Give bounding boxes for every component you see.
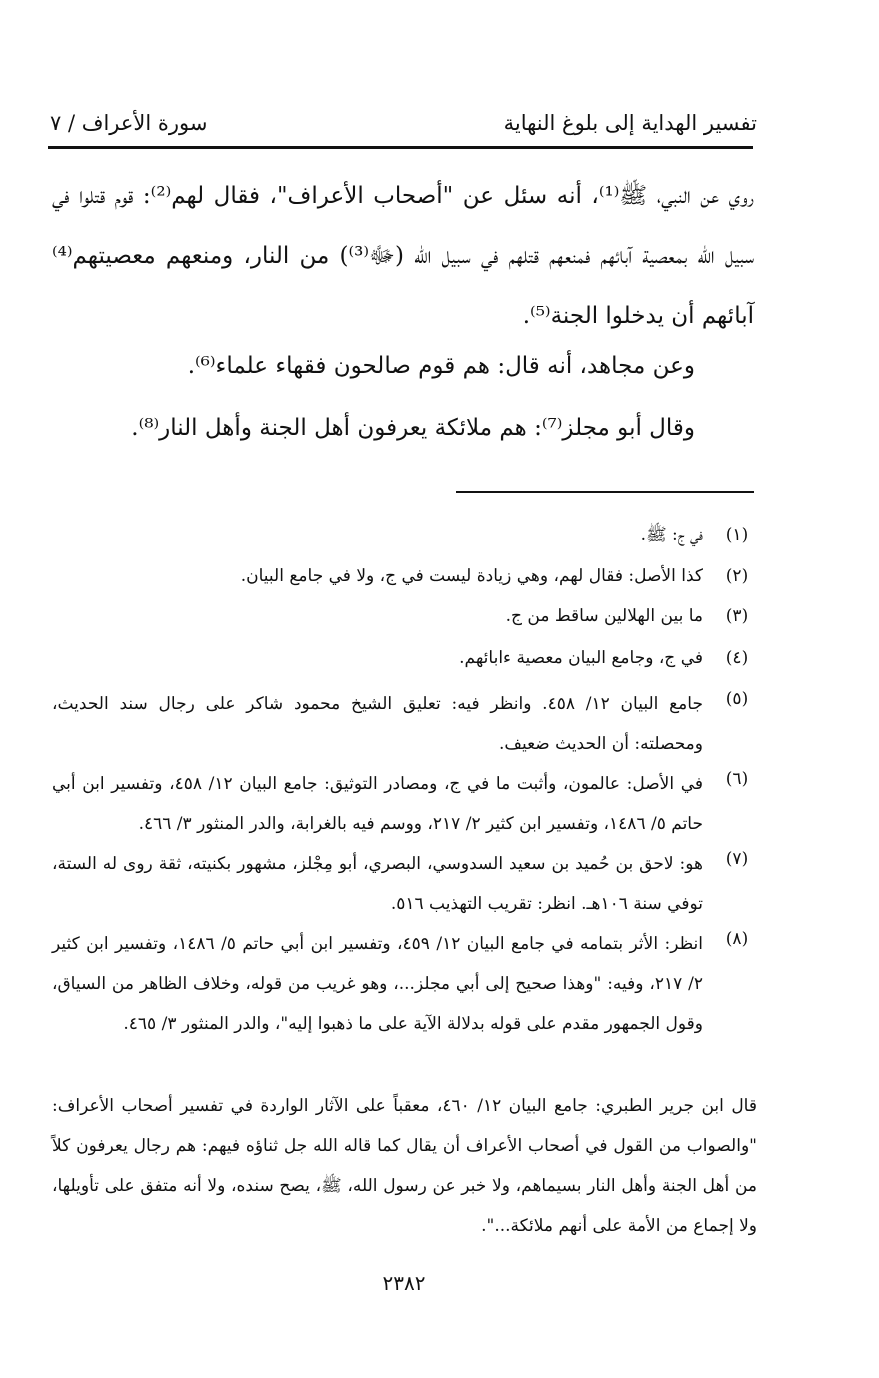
footnote-number: (٣) <box>725 606 749 626</box>
footnote-text: في ج: ﷺ. <box>640 525 703 545</box>
footnote-number: (٦) <box>725 769 749 789</box>
closing-note: قال ابن جرير الطبري: جامع البيان ١٢/ ٤٦٠، معقباً على الآثار الواردة في تفسير أصحاب الأعراف: "والصواب من القول في أصحاب الأعراف أن يقال كما قاله الله جل ثناؤه فيهم: هم رجال يعرفون كلاً من أهل الجنة وأهل النار بسيماهم، ولا خبر عن رسول الله، ﷺ، يصح سنده، ولا أنه متفق على تأويلها، ولا إجماع من الأمة على أنهم ملائكة...". <box>52 1096 757 1236</box>
footnote-5 <box>52 684 757 764</box>
book-title: تفسير الهداية إلى بلوغ النهاية <box>503 111 757 135</box>
surah-label: سورة الأعراف / ٧ <box>50 111 208 135</box>
footnote-number: (٨) <box>725 929 749 949</box>
footnote-number: (٧) <box>725 849 749 869</box>
footnote-8 <box>52 924 757 1084</box>
footnote-text: انظر: الأثر بتمامه في جامع البيان ١٢/ ٤٥٩، وتفسير ابن أبي حاتم ٥/ ١٤٨٦، وتفسير ابن كثير ٢/ ٢١٧، وفيه: "وهذا صحيح إلى أبي مجلز...، وهو غريب من قوله، وخلاف الظاهر من السياق، وقول الجمهور مقدم على قوله بدلالة الآية على ما ذهبوا إليه"، والدر المنثور ٣/ ٤٦٥. <box>52 934 703 1034</box>
footnote-3 <box>52 601 757 631</box>
header-divider <box>48 146 753 149</box>
footnote-number: (٤) <box>725 648 749 668</box>
body-paragraph-3: وقال أبو مجلز⁽⁷⁾: هم ملائكة يعرفون أهل الجنة وأهل النار⁽⁸⁾. <box>131 415 695 441</box>
footnote-text: جامع البيان ١٢/ ٤٥٨. وانظر فيه: تعليق الشيخ محمود شاكر على رجال سند الحديث، ومحصلته: أن الحديث ضعيف. <box>52 694 703 754</box>
footnote-number: (١) <box>725 525 749 545</box>
footnote-text: في ج، وجامع البيان معصية ءابائهم. <box>459 648 703 668</box>
footnote-text: هو: لاحق بن حُميد بن سعيد السدوسي، البصري، أبو مِجْلز، مشهور بكنيته، ثقة روى له الستة، توفي سنة ١٠٦هـ. انظر: تقريب التهذيب ٥١٦. <box>52 854 703 914</box>
footnote-2 <box>52 561 757 591</box>
footnote-7 <box>52 844 757 924</box>
footnote-6 <box>52 764 757 844</box>
footnote-number: (٥) <box>725 689 749 709</box>
footnote-number: (٢) <box>725 566 749 586</box>
footnote-4 <box>52 643 757 673</box>
page-number: ٢٣٨٢ <box>382 1271 426 1295</box>
footnote-text: ما بين الهلالين ساقط من ج. <box>505 606 703 626</box>
footnote-1 <box>52 520 757 550</box>
footnote-text: كذا الأصل: فقال لهم، وهي زيادة ليست في ج، ولا في جامع البيان. <box>240 566 703 586</box>
footnote-text: في الأصل: عالمون، وأثبت ما في ج، ومصادر التوثيق: جامع البيان ١٢/ ٤٥٨، وتفسير ابن أبي حاتم ٥/ ١٤٨٦، وتفسير ابن كثير ٢/ ٢١٧، ووسم فيه بالغرابة، والدر المنثور ٣/ ٤٦٦. <box>52 774 703 834</box>
footnote-divider <box>456 491 754 493</box>
body-paragraph-2: وعن مجاهد، أنه قال: هم قوم صالحون فقهاء علماء⁽⁶⁾. <box>187 353 695 379</box>
body-paragraph-1: روي عن النبي، ﷺ⁽¹⁾، أنه سئل عن "أصحاب الأعراف"، فقال لهم⁽²⁾: قوم قتلوا في سبيل الله بمعصية آبائهم فمنعهم قتلهم في سبيل الله (ﷻ⁽³⁾) من النار، ومنعهم معصيتهم⁽⁴⁾ آبائهم أن يدخلوا الجنة⁽⁵⁾. <box>52 183 755 329</box>
